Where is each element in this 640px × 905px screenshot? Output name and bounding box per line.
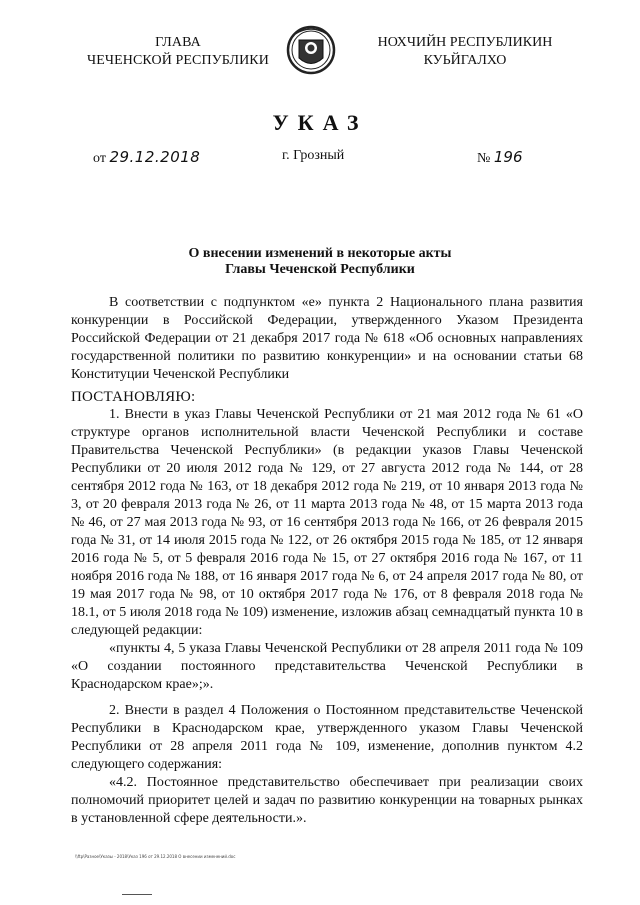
item-1: 1. Внести в указ Главы Чеченской Республики от 21 мая 2012 года № 61 «О структуре органов исполнительной власти Чеченской Республики и составе Правительства Чеченской Республики» (в редакции указов Главы Чеченской Республики от 20 июля 2012 года № 129, от 27 августа 2012 года № 144, от 28 сентября 2012 года № 163, от 18 декабря 2012 года № 219, от 10 января 2013 года № 3, от 20 февраля 2013 года № 26, от 11 марта 2013 года № 48, от 15 марта 2013 года № 46, от 27 мая 2013 года № 93, от 16 сентября 2013 года № 166, от 26 февраля 2015 года № 31, от 14 июля 2015 года № 122, от 26 октября 2015 года № 185, от 12 января 2016 года № 5, от 5 февраля 2016 года № 15, от 27 октября 2016 года № 167, от 11 ноября 2016 года № 188, от 16 января 2017 года № 6, от 24 апреля 2017 года № 80, от 19 мая 2017 года № 98, от 10 октября 2017 года № 176, от 8 февраля 2018 года № 18.1, от 5 июля 2018 года № 109) изменение, изложив абзац семнадцатый пункта 10 в следующей редакции: [71,407,583,638]
header-right-line1: НОХЧИЙН РЕСПУБЛИКИН [377,35,553,50]
city: г. Грозный [282,148,345,163]
coat-of-arms-icon [286,22,336,78]
date-label: от [93,151,106,166]
date-value: 29.12.2018 [109,148,201,166]
document-type: УКАЗ [272,110,368,135]
document-body [71,294,583,828]
header-left [78,34,278,70]
postanovlyayu: ПОСТАНОВЛЯЮ: [71,389,196,405]
document-title [100,246,540,278]
header-right-line2: КУЬЙГАЛХО [423,53,507,68]
date-field [93,148,200,167]
number-value: 196 [493,148,523,166]
number-label: № [477,151,491,166]
item-2-quote: «4.2. Постоянное представительство обеспечивает при реализации своих полномочий приоритет целей и задач по развитию конкуренции на товарных рынках в установленной сфере деятельности.». [71,775,583,826]
item-1-quote: «пункты 4, 5 указа Главы Чеченской Республики от 28 апреля 2011 года № 109 «О создании постоянного представительства Чеченской Республики в Краснодарском крае»;». [71,641,583,692]
header-left-line2: ЧЕЧЕНСКОЙ РЕСПУБЛИКИ [87,53,269,68]
title-line1: О внесении изменений в некоторые акты [188,246,452,261]
number-field [477,148,523,167]
item-2: 2. Внести в раздел 4 Положения о Постоянном представительстве Чеченской Республики в Краснодарском крае, утвержденного указом Главы Чеченской Республики от 28 апреля 2011 года № 109, изменение, дополнив пунктом 4.2 следующего содержания: [71,703,583,772]
title-line2: Главы Чеченской Республики [225,262,415,277]
scan-mark [122,894,152,895]
header-right [350,34,580,70]
file-path-note: \\ftp\Разное\Указы - 2018\Указ 196 от 29.12.2018 О внесении изменений.doc [75,854,236,859]
preamble: В соответствии с подпунктом «е» пункта 2 Национального плана развития конкуренции в Российской Федерации, утвержденного Указом Президента Российской Федерации от 21 декабря 2017 года № 618 «Об основных направлениях государственной политики по развитию конкуренции» и на основании статьи 68 Конституции Чеченской Республики [71,295,583,382]
header-left-line1: ГЛАВА [155,35,201,50]
